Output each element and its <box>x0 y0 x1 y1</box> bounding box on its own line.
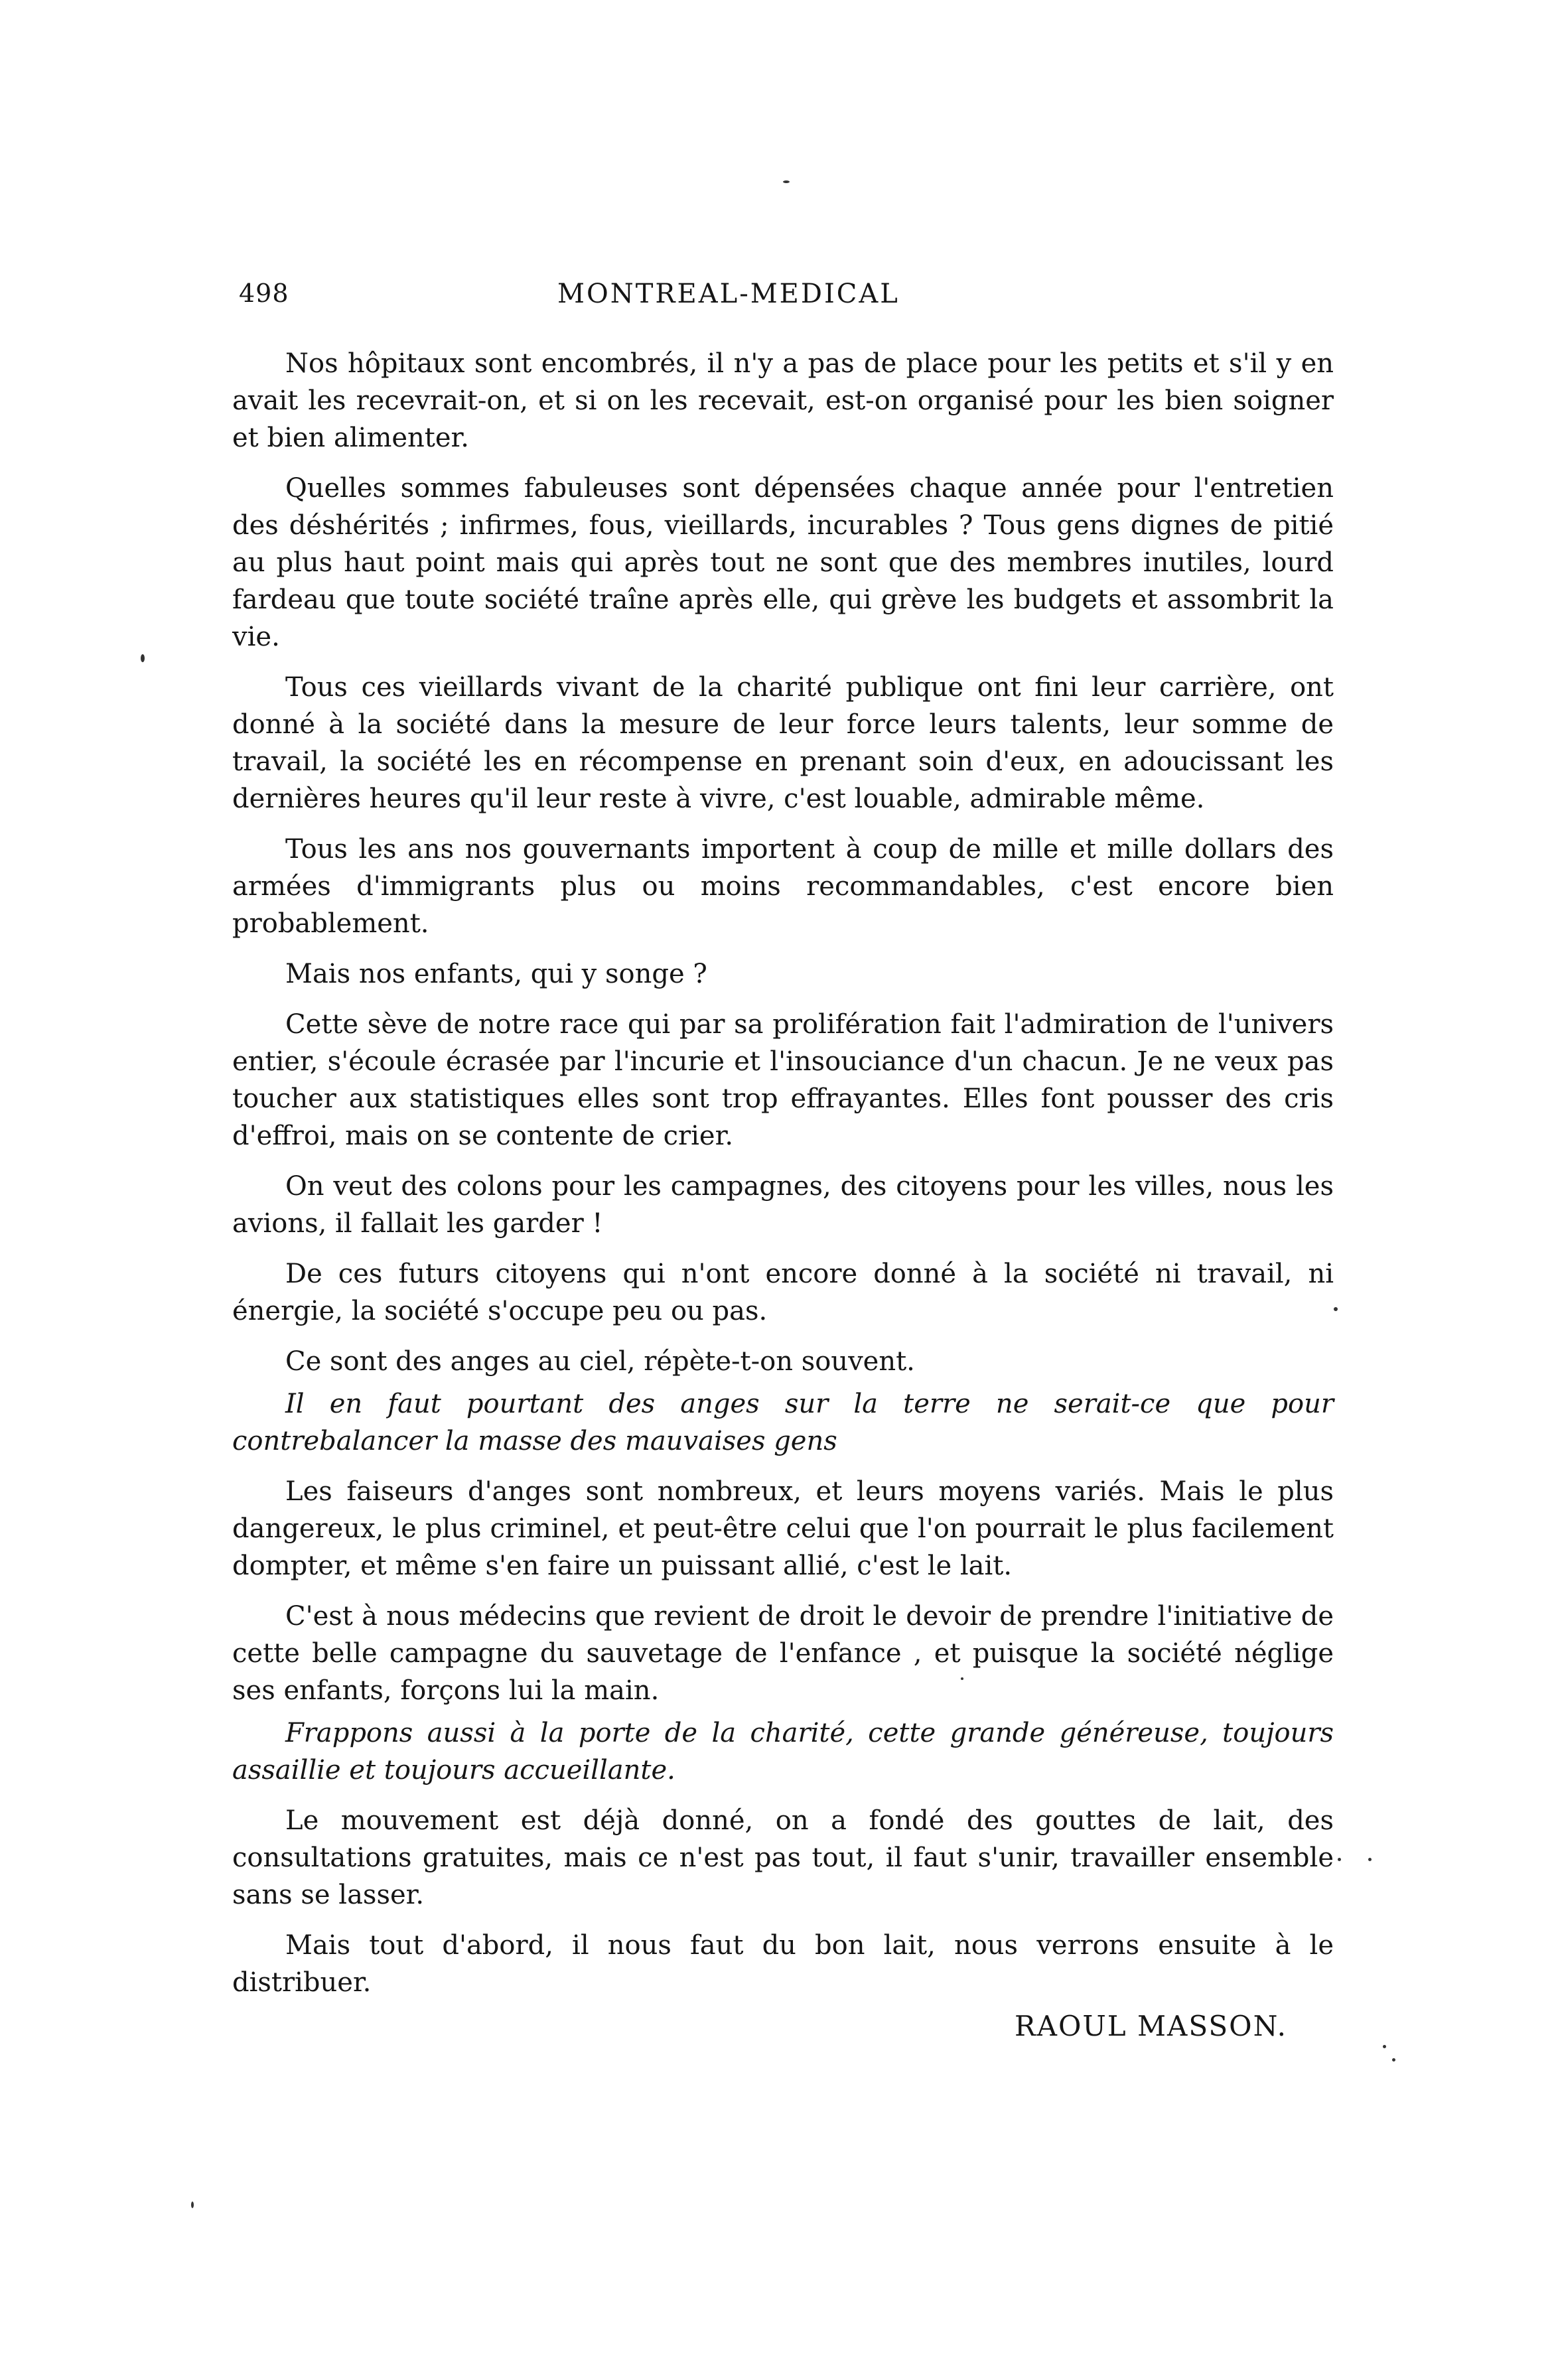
scan-speck <box>141 654 145 662</box>
paragraph: Mais tout d'abord, il nous faut du bon lait, nous verrons ensuite à le distribuer. <box>232 1930 1334 1998</box>
scan-speck <box>1392 2058 1395 2062</box>
article-body <box>232 345 1334 2045</box>
scan-speck <box>191 2202 194 2208</box>
scan-speck <box>1338 1858 1341 1861</box>
paragraph: Nos hôpitaux sont encombrés, il n'y a pas de place pour les petits et s'il y en avait les recevrait-on, et si on les recevait, est-on organisé pour les bien soigner et bien alimenter. <box>232 348 1334 453</box>
paragraph: C'est à nous médecins que revient de droit le devoir de prendre l'initiative de cette belle campagne du sauvetage de l'enfance , et puisque la société néglige ses enfants, forçons lui la main. <box>232 1601 1334 1706</box>
paragraph: Ce sont des anges au ciel, répète-t-on souvent. <box>285 1346 915 1377</box>
paragraph: Il en faut pourtant des anges sur la terre ne serait-ce que pour contrebalancer la masse des mauvaises gens <box>232 1389 1334 1456</box>
scan-speck <box>1368 1858 1372 1861</box>
journal-title: MONTREAL-MEDICAL <box>557 279 900 309</box>
scan-speck <box>1383 2045 1386 2048</box>
paragraph: Tous ces vieillards vivant de la charité publique ont fini leur carrière, ont donné à la société dans la mesure de leur force leurs talents, leur somme de travail, la société les en récompense en prenant soin d'eux, en adoucissant les dernières heures qu'il leur reste à vivre, c'est louable, admirable même. <box>232 672 1334 814</box>
scan-speck <box>961 1677 963 1680</box>
scan-speck <box>783 180 790 183</box>
paragraph: Tous les ans nos gouvernants importent à coup de mille et mille dollars des armées d'immigrants plus ou moins recommandables, c'est encore bien probablement. <box>232 834 1334 939</box>
paragraph: Le mouvement est déjà donné, on a fondé des gouttes de lait, des consultations gratuites, mais ce n'est pas tout, il faut s'unir, travailler ensemble sans se lasser. <box>232 1805 1334 1910</box>
paragraph: Cette sève de notre race qui par sa prolifération fait l'admiration de l'univers entier, s'écoule écrasée par l'incurie et l'insouciance d'un chacun. Je ne veux pas toucher aux statistiques elles sont trop effrayantes. Elles font pousser des cris d'effroi, mais on se contente de crier. <box>232 1009 1334 1151</box>
running-head <box>239 279 1301 318</box>
paragraph: De ces futurs citoyens qui n'ont encore donné à la société ni travail, ni énergie, la société s'occupe peu ou pas. <box>232 1259 1334 1326</box>
paragraph: Mais nos enfants, qui y songe ? <box>285 959 707 989</box>
paragraph: Quelles sommes fabuleuses sont dépensées chaque année pour l'entretien des déshérités ; infirmes, fous, vieillards, incurables ? Tous gens dignes de pitié au plus haut point mais qui après tout ne sont que des membres inutiles, lourd fardeau que toute société traîne après elle, qui grève les budgets et assombrit la vie. <box>232 473 1334 652</box>
scan-speck <box>1334 1307 1338 1311</box>
page-number: 498 <box>239 279 289 308</box>
paragraph: On veut des colons pour les campagnes, des citoyens pour les villes, nous les avions, il fallait les garder ! <box>232 1171 1334 1239</box>
paragraph: Frappons aussi à la porte de la charité, cette grande généreuse, toujours assaillie et toujours accueillante. <box>232 1718 1334 1785</box>
paragraph: Les faiseurs d'anges sont nombreux, et leurs moyens variés. Mais le plus dangereux, le plus criminel, et peut-être celui que l'on pourrait le plus facilement dompter, et même s'en faire un puissant allié, c'est le lait. <box>232 1476 1334 1581</box>
author-signature: RAOUL MASSON. <box>1014 2010 1287 2042</box>
